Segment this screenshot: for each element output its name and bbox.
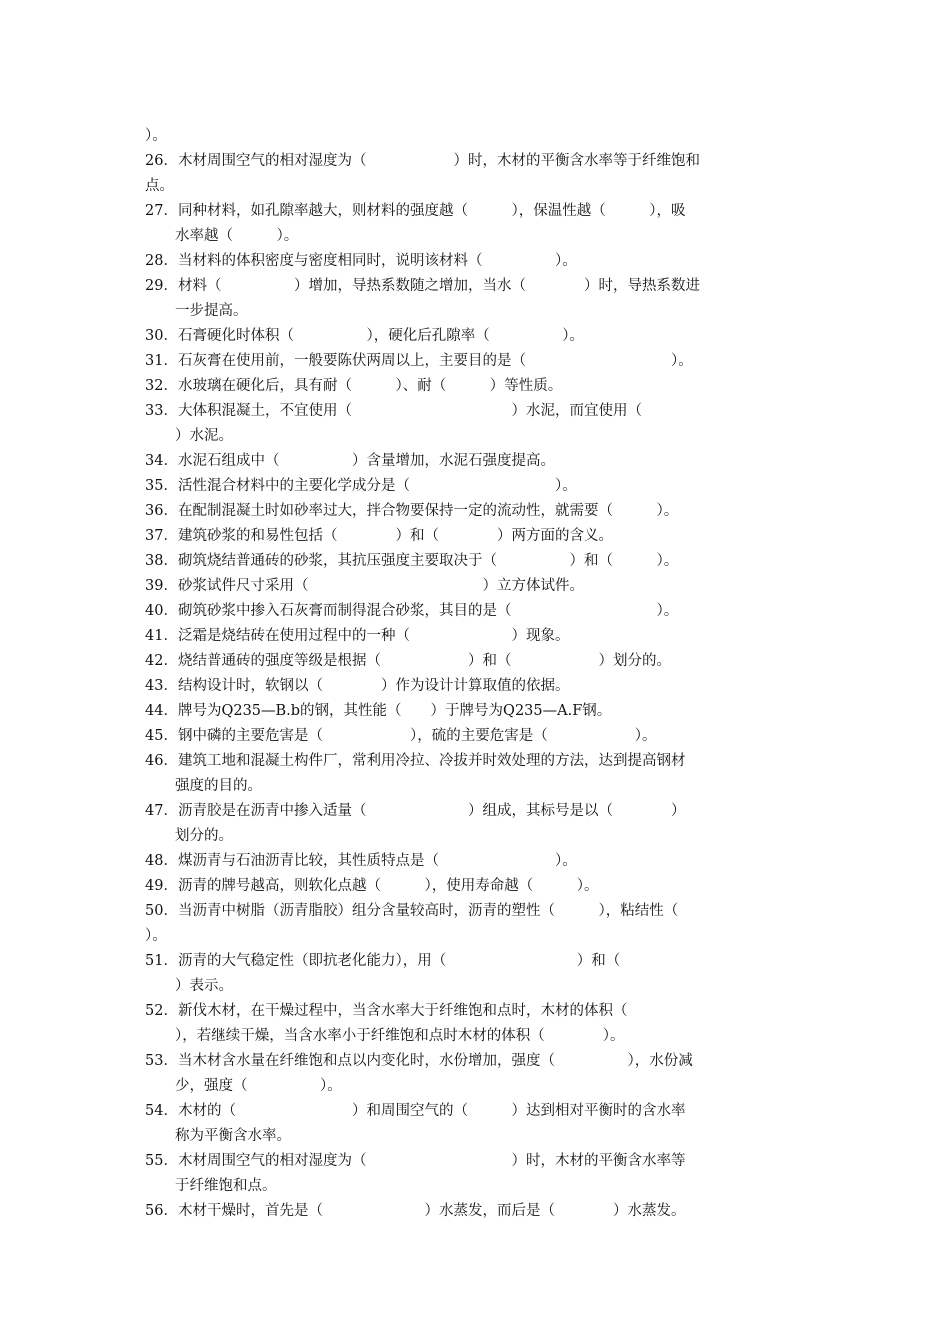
question-item	[145, 649, 790, 674]
question-item	[145, 749, 790, 799]
question-item	[145, 249, 790, 274]
question-item	[145, 1199, 790, 1224]
question-text: 50．当沥青中树脂（沥青脂胶）组分含量较高时，沥青的塑性（ ），粘结性（	[145, 903, 679, 919]
question-item	[145, 274, 790, 324]
question-text: 28．当材料的体积密度与密度相同时，说明该材料（ ）。	[145, 253, 577, 269]
question-text: 31．石灰膏在使用前，一般要陈伏两周以上，主要目的是（ ）。	[145, 353, 693, 369]
question-item	[145, 849, 790, 874]
question-text: 33．大体积混凝土，不宜使用（ ）水泥，而宜使用（	[145, 403, 642, 419]
document-page	[145, 124, 790, 1224]
question-text: 32．水玻璃在硬化后，具有耐（ ）、耐（ ）等性质。	[145, 378, 563, 394]
question-text: 44．牌号为Q235—B.b的钢，其性能（ ）于牌号为Q235—A.F钢。	[145, 703, 612, 719]
question-item	[145, 124, 790, 149]
question-text: 54．木材的（ ）和周围空气的（ ）达到相对平衡时的含水率	[145, 1103, 686, 1119]
question-item	[145, 899, 790, 949]
question-item	[145, 149, 790, 199]
question-item	[145, 624, 790, 649]
question-text: 30．石膏硬化时体积（ ），硬化后孔隙率（ ）。	[145, 328, 584, 344]
question-item	[145, 599, 790, 624]
question-text: 26．木材周围空气的相对湿度为（ ）时，木材的平衡含水率等于纤维饱和	[145, 153, 700, 169]
question-item	[145, 474, 790, 499]
question-item	[145, 499, 790, 524]
question-item	[145, 699, 790, 724]
question-item	[145, 1149, 790, 1199]
question-text: 38．砌筑烧结普通砖的砂浆，其抗压强度主要取决于（ ）和（ ）。	[145, 553, 679, 569]
question-item	[145, 874, 790, 899]
question-text: 48．煤沥青与石油沥青比较，其性质特点是（ ）。	[145, 853, 577, 869]
question-continuation: 划分的。	[175, 828, 233, 844]
question-text: 55．木材周围空气的相对湿度为（ ）时，木材的平衡含水率等	[145, 1153, 686, 1169]
question-text: 35．活性混合材料中的主要化学成分是（ ）。	[145, 478, 577, 494]
question-item	[145, 449, 790, 474]
question-continuation: 水率越（ ）。	[175, 228, 299, 244]
question-item	[145, 724, 790, 749]
question-continuation: 一步提高。	[175, 303, 248, 319]
question-text: 27．同种材料，如孔隙率越大，则材料的强度越（ ），保温性越（ ），吸	[145, 203, 686, 219]
question-text: 36．在配制混凝土时如砂率过大，拌合物要保持一定的流动性，就需要（ ）。	[145, 503, 679, 519]
question-text: 37．建筑砂浆的和易性包括（ ）和（ ）两方面的含义。	[145, 528, 613, 544]
question-continuation: ）水泥。	[175, 428, 233, 444]
question-text: ）。	[145, 128, 167, 144]
question-continuation: ）。	[145, 928, 167, 944]
question-text: 39．砂浆试件尺寸采用（ ）立方体试件。	[145, 578, 584, 594]
question-item	[145, 674, 790, 699]
question-item	[145, 199, 790, 249]
question-item	[145, 349, 790, 374]
question-text: 29．材料（ ）增加，导热系数随之增加，当水（ ）时，导热系数进	[145, 278, 700, 294]
question-item	[145, 549, 790, 574]
question-continuation: 称为平衡含水率。	[175, 1128, 291, 1144]
question-text: 56．木材干燥时，首先是（ ）水蒸发，而后是（ ）水蒸发。	[145, 1203, 686, 1219]
question-continuation: 于纤维饱和点。	[175, 1178, 277, 1194]
question-item	[145, 1049, 790, 1099]
question-continuation: 点。	[145, 178, 174, 194]
question-item	[145, 324, 790, 349]
question-item	[145, 574, 790, 599]
question-text: 47．沥青胶是在沥青中掺入适量（ ）组成，其标号是以（ ）	[145, 803, 686, 819]
question-text: 45．钢中磷的主要危害是（ ），硫的主要危害是（ ）。	[145, 728, 657, 744]
question-text: 52．新伐木材，在干燥过程中，当含水率大于纤维饱和点时，木材的体积（	[145, 1003, 628, 1019]
question-text: 53．当木材含水量在纤维饱和点以内变化时，水份增加，强度（ ），水份减	[145, 1053, 693, 1069]
question-text: 41．泛霜是烧结砖在使用过程中的一种（ ）现象。	[145, 628, 570, 644]
question-item	[145, 374, 790, 399]
question-continuation: 强度的目的。	[175, 778, 262, 794]
question-text: 43．结构设计时，软钢以（ ）作为设计计算取值的依据。	[145, 678, 570, 694]
question-text: 51．沥青的大气稳定性（即抗老化能力），用（ ）和（	[145, 953, 621, 969]
question-item	[145, 949, 790, 999]
question-item	[145, 999, 790, 1049]
question-continuation: 少，强度（ ）。	[175, 1078, 342, 1094]
question-text: 49．沥青的牌号越高，则软化点越（ ），使用寿命越（ ）。	[145, 878, 599, 894]
question-item	[145, 524, 790, 549]
question-text: 42．烧结普通砖的强度等级是根据（ ）和（ ）划分的。	[145, 653, 671, 669]
question-text: 34．水泥石组成中（ ）含量增加，水泥石强度提高。	[145, 453, 555, 469]
question-item	[145, 399, 790, 449]
question-text: 40．砌筑砂浆中掺入石灰膏而制得混合砂浆，其目的是（ ）。	[145, 603, 679, 619]
question-item	[145, 799, 790, 849]
question-continuation: ）表示。	[175, 978, 233, 994]
question-continuation: ），若继续干燥，当含水率小于纤维饱和点时木材的体积（ ）。	[175, 1028, 625, 1044]
question-item	[145, 1099, 790, 1149]
question-text: 46．建筑工地和混凝土构件厂，常利用冷拉、冷拔并时效处理的方法，达到提高钢材	[145, 753, 686, 769]
